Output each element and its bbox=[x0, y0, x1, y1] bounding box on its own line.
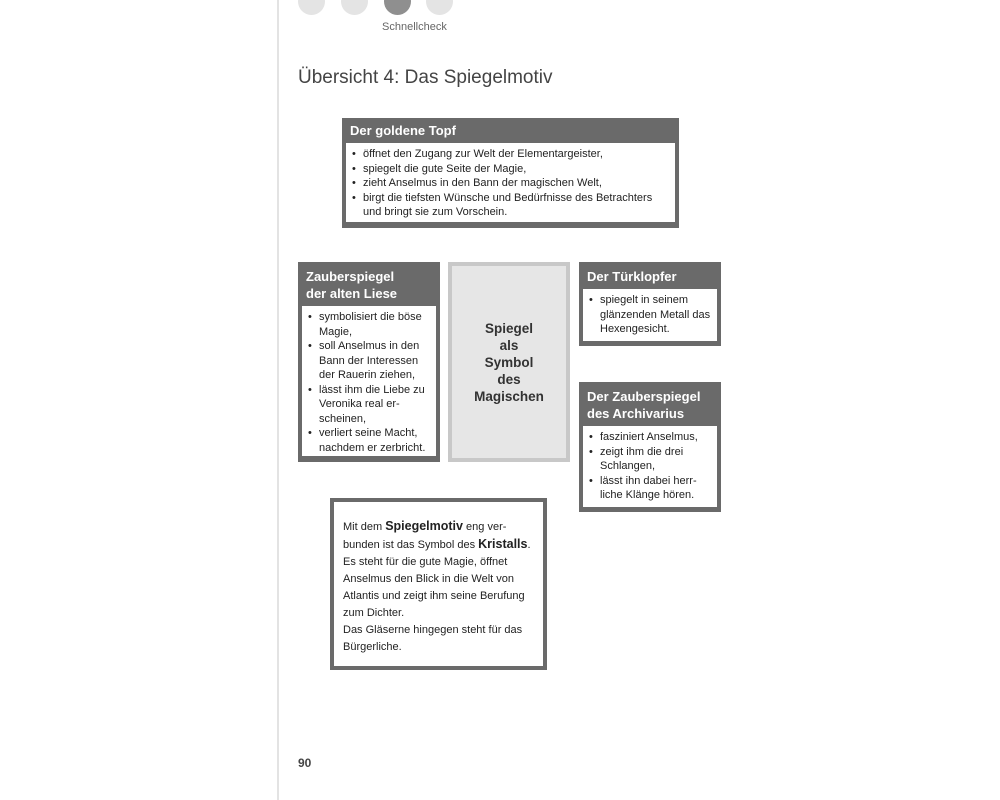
box-tuerklopfer bbox=[579, 262, 721, 346]
list-item: • verliert seine Macht, nachdem er zerbricht. bbox=[308, 426, 430, 455]
page-gutter-divider bbox=[277, 0, 279, 800]
page-number: 90 bbox=[298, 756, 312, 770]
note-text bbox=[334, 502, 543, 666]
box-goldene-topf-body bbox=[346, 143, 675, 222]
list-item: • spiegelt die gute Seite der Magie, bbox=[352, 162, 669, 177]
list-item: • soll Anselmus in den Bann der Interessen der Rauerin ziehen, bbox=[308, 339, 430, 383]
list-item: • fasziniert Anselmus, bbox=[589, 430, 711, 445]
box-goldene-topf-title: Der goldene Topf bbox=[350, 123, 456, 138]
box-zauberspiegel-archivarius-title bbox=[583, 382, 717, 426]
list-item: • zieht Anselmus in den Bann der magischen Welt, bbox=[352, 176, 669, 191]
center-concept-inner bbox=[452, 266, 566, 458]
list-item: • lässt ihn dabei herr- liche Klänge hören. bbox=[589, 474, 711, 503]
note-box-kristall bbox=[330, 498, 547, 670]
box-title-line: Der Zauberspiegel bbox=[587, 389, 701, 404]
nav-dot-4[interactable] bbox=[426, 0, 453, 15]
note-emphasis-spiegelmotiv: Spiegelmotiv bbox=[385, 519, 463, 533]
note-text-part: Das Gläserne hingegen steht für das Bürgerliche. bbox=[343, 624, 523, 653]
list-item: • symbolisiert die böse Magie, bbox=[308, 310, 430, 339]
box-tuerklopfer-title: Der Türklopfer bbox=[587, 269, 677, 284]
center-concept-text: Spiegel als Symbol des Magischen bbox=[474, 320, 544, 404]
note-text-part: Mit dem bbox=[343, 521, 386, 533]
zauberspiegel-liese-list bbox=[308, 310, 430, 455]
goldene-topf-list bbox=[352, 147, 669, 220]
box-zauberspiegel-archivarius-body bbox=[583, 426, 717, 507]
box-title-line: der alten Liese bbox=[306, 286, 398, 301]
note-emphasis-kristalls: Kristalls bbox=[478, 537, 528, 551]
page-title: Übersicht 4: Das Spiegelmotiv bbox=[298, 67, 553, 88]
list-item: • zeigt ihm die drei Schlangen, bbox=[589, 445, 711, 474]
tuerklopfer-list bbox=[589, 293, 711, 337]
nav-dot-1[interactable] bbox=[298, 0, 325, 15]
box-zauberspiegel-liese-body bbox=[302, 306, 436, 456]
box-goldene-topf bbox=[342, 118, 679, 228]
list-item: • spiegelt in seinem glänzenden Metall das Hexengesicht. bbox=[589, 293, 711, 337]
zauberspiegel-archivarius-list bbox=[589, 430, 711, 503]
nav-dot-2[interactable] bbox=[341, 0, 368, 15]
box-title-line: des Archivarius bbox=[587, 406, 685, 421]
nav-caption: Schnellcheck bbox=[382, 21, 447, 33]
nav-dot-schnellcheck[interactable] bbox=[384, 0, 411, 15]
list-item: • öffnet den Zugang zur Welt der Elementargeister, bbox=[352, 147, 669, 162]
box-zauberspiegel-liese-title bbox=[302, 262, 436, 306]
box-zauberspiegel-archivarius bbox=[579, 382, 721, 512]
box-tuerklopfer-body bbox=[583, 289, 717, 341]
list-item: • birgt die tiefsten Wünsche und Bedürfnisse des Betrachters und bringt sie zum Vorschein. bbox=[352, 191, 669, 220]
list-item: • lässt ihm die Liebe zu Veronika real er- scheinen, bbox=[308, 383, 430, 427]
box-zauberspiegel-liese bbox=[298, 262, 440, 462]
center-concept-box bbox=[448, 262, 570, 462]
box-title-line: Zauberspiegel bbox=[306, 269, 395, 284]
note-text-part: eng ver- bunden ist das Symbol des bbox=[343, 521, 507, 551]
note-text-part: . Es steht für die gute Magie, öffnet Anselmus den Blick in die Welt von Atlantis und zeigt ihm seine Berufung zum Dichter. bbox=[343, 539, 531, 619]
